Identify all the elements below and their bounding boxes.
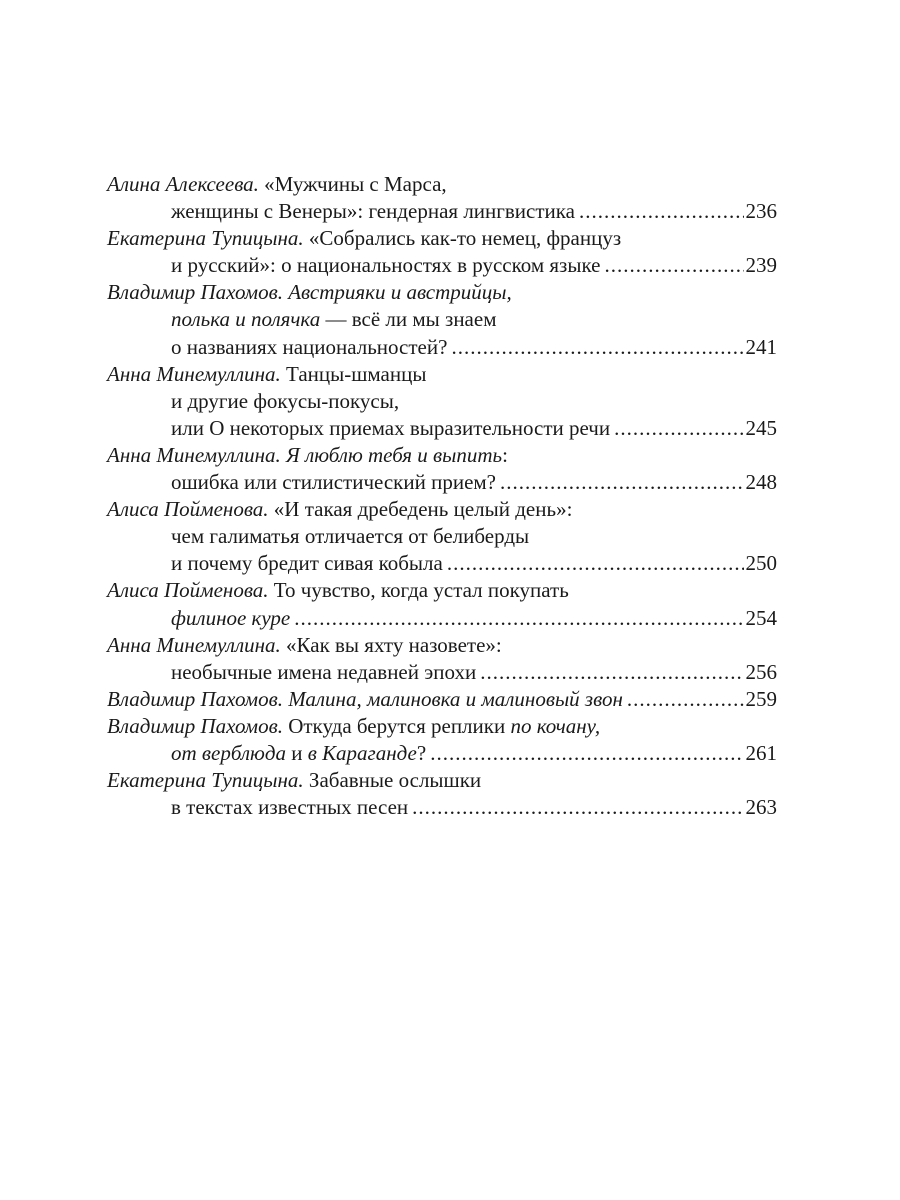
toc-line bbox=[107, 442, 777, 469]
toc-entry bbox=[107, 496, 777, 577]
toc-line bbox=[107, 794, 777, 821]
toc-line bbox=[107, 225, 777, 252]
italic-text: по кочану, bbox=[510, 713, 601, 738]
page-number: 248 bbox=[745, 470, 777, 495]
text: и почему бредит сивая кобыла bbox=[171, 551, 443, 576]
toc-entry bbox=[107, 361, 777, 442]
toc-title-text bbox=[171, 252, 600, 279]
text: «Как вы яхту назовете»: bbox=[280, 632, 502, 657]
text: Танцы-шманцы bbox=[280, 361, 427, 386]
text: и bbox=[285, 740, 308, 765]
text: и другие фокусы-покусы, bbox=[171, 388, 400, 413]
text: или О некоторых приемах выразительности речи bbox=[171, 415, 611, 440]
italic-text: Я люблю тебя и выпить bbox=[286, 442, 503, 467]
text: «Собрались как-то немец, француз bbox=[303, 226, 622, 251]
italic-text: Владимир Пахомов. bbox=[107, 280, 283, 305]
text: «И такая дребедень целый день»: bbox=[268, 497, 573, 522]
toc-title-text bbox=[171, 550, 443, 577]
page-number: 239 bbox=[745, 253, 777, 278]
italic-text: Владимир Пахомов. bbox=[107, 713, 283, 738]
toc-entry bbox=[107, 713, 777, 767]
text: То чувство, когда устал покупать bbox=[268, 578, 569, 603]
page-number: 254 bbox=[745, 605, 777, 630]
text: необычные имена недавней эпохи bbox=[171, 659, 477, 684]
toc-line bbox=[107, 577, 777, 604]
toc-line bbox=[107, 198, 777, 225]
italic-text: Алина Алексеева. bbox=[107, 172, 259, 196]
toc-title-text bbox=[171, 794, 408, 821]
toc-title-text bbox=[171, 469, 496, 496]
page-number: 250 bbox=[745, 551, 777, 576]
toc-line bbox=[107, 469, 777, 496]
toc-line bbox=[107, 523, 777, 550]
toc-title-text bbox=[171, 659, 476, 686]
dot-leader bbox=[412, 794, 743, 821]
toc-line bbox=[107, 632, 777, 659]
page-number: 263 bbox=[745, 795, 777, 820]
toc-title-text bbox=[107, 686, 623, 713]
toc-line bbox=[107, 252, 777, 279]
toc-title-text bbox=[171, 415, 610, 442]
italic-text: Алиса Пойменова. bbox=[107, 497, 269, 522]
text: Забавные ослышки bbox=[303, 768, 482, 793]
toc-entry bbox=[107, 442, 777, 496]
dot-leader bbox=[430, 740, 743, 767]
italic-text: Малина, малиновка и малиновый звон bbox=[288, 686, 623, 711]
text: женщины с Венеры»: гендерная лингвистика bbox=[171, 199, 575, 224]
italic-text: Владимир Пахомов. bbox=[107, 686, 283, 711]
text: «Мужчины с Марса, bbox=[258, 172, 447, 196]
page-number: 245 bbox=[745, 415, 777, 440]
toc-line bbox=[107, 496, 777, 523]
toc-line bbox=[107, 279, 777, 306]
text: ошибка или стилистический прием? bbox=[171, 470, 497, 495]
toc-title-text bbox=[171, 605, 290, 632]
toc-entry bbox=[107, 279, 777, 360]
italic-text: Анна Минемуллина. bbox=[107, 442, 281, 467]
toc-line bbox=[107, 171, 777, 198]
toc-title-text bbox=[171, 740, 426, 767]
toc-entry bbox=[107, 632, 777, 686]
text: о названиях национальностей? bbox=[171, 334, 448, 359]
toc-line bbox=[107, 306, 777, 333]
toc-entry bbox=[107, 171, 777, 225]
toc-line bbox=[107, 713, 777, 740]
page-number: 261 bbox=[745, 740, 777, 765]
dot-leader bbox=[294, 605, 743, 632]
toc-title-text bbox=[171, 334, 447, 361]
italic-text: Екатерина Тупицына. bbox=[107, 768, 304, 793]
text: Откуда берутся реплики bbox=[282, 713, 511, 738]
toc-line bbox=[107, 550, 777, 577]
dot-leader bbox=[604, 252, 743, 279]
dot-leader bbox=[447, 550, 744, 577]
italic-text: Анна Минемуллина. bbox=[107, 361, 281, 386]
toc-title-text bbox=[171, 198, 575, 225]
toc-line bbox=[107, 415, 777, 442]
table-of-contents bbox=[107, 171, 777, 821]
text: чем галиматья отличается от белиберды bbox=[171, 524, 530, 549]
toc-line bbox=[107, 740, 777, 767]
toc-line bbox=[107, 334, 777, 361]
page-number: 241 bbox=[745, 334, 777, 359]
dot-leader bbox=[579, 198, 744, 225]
toc-entry bbox=[107, 767, 777, 821]
toc-entry bbox=[107, 225, 777, 279]
toc-entry bbox=[107, 577, 777, 631]
text: ? bbox=[416, 740, 427, 765]
toc-line bbox=[107, 605, 777, 632]
dot-leader bbox=[451, 334, 743, 361]
dot-leader bbox=[614, 415, 743, 442]
italic-text: в Караганде bbox=[307, 740, 417, 765]
text: — всё ли мы знаем bbox=[320, 307, 497, 332]
dot-leader bbox=[480, 659, 743, 686]
italic-text: Алиса Пойменова. bbox=[107, 578, 269, 603]
toc-line bbox=[107, 388, 777, 415]
page-number: 256 bbox=[745, 659, 777, 684]
toc-entry bbox=[107, 686, 777, 713]
text: в текстах известных песен bbox=[171, 795, 409, 820]
toc-line bbox=[107, 767, 777, 794]
text: и русский»: о национальностях в русском языке bbox=[171, 253, 601, 278]
page-number: 236 bbox=[745, 199, 777, 224]
page-number: 259 bbox=[745, 686, 777, 711]
toc-line bbox=[107, 686, 777, 713]
toc-line bbox=[107, 659, 777, 686]
text: : bbox=[502, 442, 508, 467]
italic-text: полька и полячка bbox=[171, 307, 321, 332]
dot-leader bbox=[500, 469, 743, 496]
italic-text: Екатерина Тупицына. bbox=[107, 226, 304, 251]
italic-text: от верблюда bbox=[171, 740, 286, 765]
italic-text: Анна Минемуллина. bbox=[107, 632, 281, 657]
italic-text: Австрияки и австрийцы, bbox=[288, 280, 512, 305]
italic-text: филиное куре bbox=[171, 605, 291, 630]
toc-line bbox=[107, 361, 777, 388]
dot-leader bbox=[627, 686, 744, 713]
